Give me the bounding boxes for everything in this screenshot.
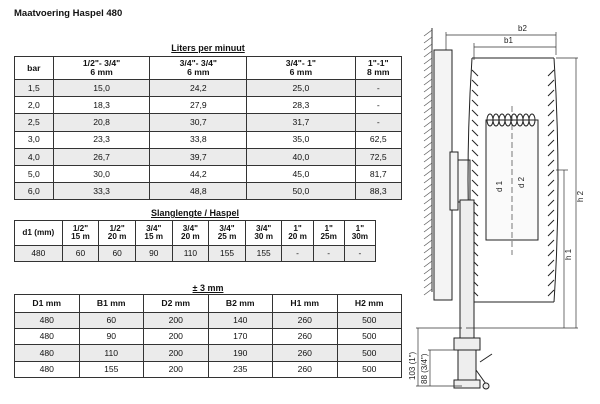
table-cell: 23,3 xyxy=(53,131,150,148)
table-row xyxy=(15,329,402,345)
hatch-line xyxy=(424,149,432,155)
hatch-line xyxy=(424,261,432,267)
table-cell: 155 xyxy=(79,361,144,377)
hatch-line xyxy=(424,184,432,190)
reel-rim-mark xyxy=(548,140,554,146)
table-cell: 90 xyxy=(79,329,144,345)
hose-header-cell xyxy=(172,221,209,246)
dims-header-row xyxy=(15,295,402,313)
hatch-line xyxy=(424,156,432,162)
hatch-line xyxy=(424,226,432,232)
reel-rim-mark xyxy=(548,130,554,136)
table-cell: 140 xyxy=(208,313,273,329)
liters-per-minute-table xyxy=(14,56,402,200)
hose-reel-technical-drawing xyxy=(406,10,600,404)
table-cell: 480 xyxy=(15,345,80,361)
table-cell: 81,7 xyxy=(355,165,401,182)
table-cell: 4,0 xyxy=(15,148,54,165)
table-cell: 30,0 xyxy=(53,165,150,182)
table-cell: 200 xyxy=(144,345,209,361)
reel-rim-mark xyxy=(548,110,554,116)
hatch-line xyxy=(424,58,432,64)
table-cell: 50,0 xyxy=(247,183,355,200)
hose-header-line1: 1" xyxy=(324,223,333,233)
hatch-line xyxy=(424,44,432,50)
liters-table-caption: Liters per minuut xyxy=(171,43,245,53)
liters-header-cell xyxy=(247,57,355,80)
table-row xyxy=(15,246,376,262)
hose-header-line2: 20 m xyxy=(107,232,127,241)
liters-header-line1: 3/4"- 3/4" xyxy=(179,58,217,69)
hatch-line xyxy=(424,121,432,127)
reel-rim-mark xyxy=(548,190,554,196)
reel-rim-mark xyxy=(548,90,554,96)
label-b1: b1 xyxy=(504,36,513,45)
reel-rim-mark xyxy=(548,180,554,186)
hose-header-line2: 15 m xyxy=(71,232,90,241)
hatch-line xyxy=(424,100,432,106)
hose-header-line2: 25 m xyxy=(217,232,237,241)
hatch-line xyxy=(424,240,432,246)
reel-rim-mark xyxy=(548,150,554,156)
hatch-line xyxy=(424,93,432,99)
hatch-line xyxy=(424,107,432,113)
table-cell: 480 xyxy=(15,361,80,377)
table-row xyxy=(15,313,402,329)
dims-header-cell: B2 mm xyxy=(208,295,273,313)
hatch-line xyxy=(424,247,432,253)
table-cell: 260 xyxy=(273,313,338,329)
table-cell: 480 xyxy=(15,329,80,345)
hose-header-line1: 3/4" xyxy=(219,223,235,233)
table-cell: 170 xyxy=(208,329,273,345)
hose-header-cell xyxy=(245,221,282,246)
hose-header-cell xyxy=(282,221,313,246)
wall-hatching xyxy=(424,28,432,295)
table-cell: 30,7 xyxy=(150,114,247,131)
table-cell: 155 xyxy=(209,246,246,262)
hatch-line xyxy=(424,289,432,295)
reel-rim-mark xyxy=(548,260,554,266)
table-cell: 235 xyxy=(208,361,273,377)
table-cell: 28,3 xyxy=(247,97,355,114)
hose-length-table xyxy=(14,220,376,262)
reel-rim-mark xyxy=(472,120,478,126)
table-row xyxy=(15,361,402,377)
reel-rim-mark xyxy=(548,240,554,246)
hose-header-line1: 1" xyxy=(355,223,365,233)
hose-header-cell xyxy=(313,221,344,246)
table-cell: 31,7 xyxy=(247,114,355,131)
reel-rim-mark xyxy=(548,200,554,206)
hose-header-cell xyxy=(135,221,172,246)
liters-header-line2: 6 mm xyxy=(187,67,210,77)
hose-header-line1: 3/4" xyxy=(256,223,272,233)
hatch-line xyxy=(424,212,432,218)
reel-rim-mark xyxy=(472,100,478,106)
reel-rim-mark xyxy=(548,280,554,286)
table-cell: 62,5 xyxy=(355,131,401,148)
table-cell: 110 xyxy=(79,345,144,361)
hose-header-line1: 1" xyxy=(293,223,302,233)
table-cell: - xyxy=(282,246,313,262)
hatch-line xyxy=(424,198,432,204)
table-cell: 60 xyxy=(62,246,99,262)
reel-rim-mark xyxy=(548,230,554,236)
dims-header-cell: H1 mm xyxy=(273,295,338,313)
reel-rim-mark xyxy=(548,220,554,226)
table-cell: 200 xyxy=(144,329,209,345)
hose-header-cell xyxy=(62,221,99,246)
reel-rim-mark xyxy=(472,80,478,86)
label-103: 103 (1") xyxy=(408,351,417,380)
table-cell: 27,9 xyxy=(150,97,247,114)
liters-header-cell xyxy=(355,57,401,80)
table-row xyxy=(15,114,402,131)
hose-header-line1: 3/4" xyxy=(146,223,162,233)
hatch-line xyxy=(424,191,432,197)
table-cell: 15,0 xyxy=(53,80,150,97)
dims-header-cell: D1 mm xyxy=(15,295,80,313)
table-cell: 2,0 xyxy=(15,97,54,114)
hatch-line xyxy=(424,51,432,57)
table-cell: 500 xyxy=(337,313,402,329)
hatch-line xyxy=(424,177,432,183)
hatch-line xyxy=(424,30,432,36)
dims-header-cell: B1 mm xyxy=(79,295,144,313)
hatch-line xyxy=(424,282,432,288)
hatch-line xyxy=(424,128,432,134)
liters-header-cell xyxy=(53,57,150,80)
reel-rim-mark xyxy=(548,270,554,276)
liters-header-line1: 1/2"- 3/4" xyxy=(82,58,121,69)
table-row xyxy=(15,80,402,97)
label-h1: h 1 xyxy=(564,248,573,260)
hatch-line xyxy=(424,65,432,71)
table-cell: 6,0 xyxy=(15,183,54,200)
dims-table-caption: ± 3 mm xyxy=(192,283,224,293)
reel-rim-mark xyxy=(548,120,554,126)
reel-rim-mark xyxy=(548,70,554,76)
reel-rim-mark xyxy=(472,110,478,116)
dims-header-cell: H2 mm xyxy=(337,295,402,313)
liters-header-row xyxy=(15,57,402,80)
table-row xyxy=(15,345,402,361)
table-cell: 200 xyxy=(144,361,209,377)
label-88: 88 (3/4") xyxy=(420,353,429,384)
reel-rim-mark xyxy=(472,190,478,196)
hose-header-line1: d1 (mm) xyxy=(22,227,55,237)
table-cell: 88,3 xyxy=(355,183,401,200)
table-cell: - xyxy=(355,114,401,131)
reel-rim-mark xyxy=(472,160,478,166)
document-title: Maatvoering Haspel 480 xyxy=(14,8,123,19)
label-d2: d 2 xyxy=(517,176,526,188)
hatch-line xyxy=(424,170,432,176)
table-cell: 480 xyxy=(15,246,63,262)
table-cell: - xyxy=(344,246,375,262)
table-cell: 260 xyxy=(273,361,338,377)
top-dimensions xyxy=(446,32,556,60)
table-cell: 40,0 xyxy=(247,148,355,165)
table-cell: 480 xyxy=(15,313,80,329)
hose-header-line2: 15 m xyxy=(144,232,164,241)
table-cell: - xyxy=(355,80,401,97)
table-cell: 25,0 xyxy=(247,80,355,97)
hatch-line xyxy=(424,86,432,92)
liters-header-cell xyxy=(15,57,54,80)
table-cell: 24,2 xyxy=(150,80,247,97)
reel-rim-mark xyxy=(472,70,478,76)
table-cell: 500 xyxy=(337,361,402,377)
hose-table-caption: Slanglengte / Haspel xyxy=(150,208,240,218)
table-cell: 190 xyxy=(208,345,273,361)
liters-header-line1: bar xyxy=(27,62,41,73)
hatch-line xyxy=(424,205,432,211)
dims-header-cell: D2 mm xyxy=(144,295,209,313)
table-cell: 39,7 xyxy=(150,148,247,165)
label-b2: b2 xyxy=(518,24,527,33)
table-cell: 18,3 xyxy=(53,97,150,114)
table-cell: - xyxy=(313,246,344,262)
liters-header-line1: 1"-1" xyxy=(367,58,389,69)
hose-header-row xyxy=(15,221,376,246)
reel-rim-mark xyxy=(548,100,554,106)
table-row xyxy=(15,148,402,165)
table-cell: 1,5 xyxy=(15,80,54,97)
hose-header-line2: 20 m xyxy=(288,232,307,241)
hose-header-line2: 30m xyxy=(351,232,369,241)
table-cell: 48,8 xyxy=(150,183,247,200)
hose-header-line1: 1/2" xyxy=(72,223,89,233)
table-cell: 33,3 xyxy=(53,183,150,200)
hose-header-cell xyxy=(344,221,375,246)
label-h2: h 2 xyxy=(576,190,585,202)
table-cell: 60 xyxy=(79,313,144,329)
table-row xyxy=(15,183,402,200)
table-cell: 500 xyxy=(337,345,402,361)
table-cell: 260 xyxy=(273,345,338,361)
hose-header-cell xyxy=(99,221,136,246)
reel-rim-mark xyxy=(548,160,554,166)
table-cell: 72,5 xyxy=(355,148,401,165)
hose-header-line2: 25m xyxy=(320,232,337,241)
dimensions-table xyxy=(14,294,402,378)
hatch-line xyxy=(424,254,432,260)
liters-header-cell xyxy=(150,57,247,80)
hatch-line xyxy=(424,268,432,274)
table-row xyxy=(15,165,402,182)
hose-header-line1: 1/2" xyxy=(109,223,125,233)
reel-rim-mark xyxy=(548,80,554,86)
table-row xyxy=(15,97,402,114)
hatch-line xyxy=(424,219,432,225)
table-cell: 2,5 xyxy=(15,114,54,131)
reel-rim-mark xyxy=(472,150,478,156)
reel-rim-mark xyxy=(548,290,554,296)
table-cell: 45,0 xyxy=(247,165,355,182)
hatch-line xyxy=(424,142,432,148)
hose-header-line1: 3/4" xyxy=(182,223,199,233)
table-row xyxy=(15,131,402,148)
reel-rim-mark xyxy=(548,250,554,256)
table-cell: 26,7 xyxy=(53,148,150,165)
label-d1: d 1 xyxy=(495,180,504,192)
hatch-line xyxy=(424,233,432,239)
table-cell: 20,8 xyxy=(53,114,150,131)
table-cell: 60 xyxy=(99,246,136,262)
liters-header-line1: 3/4"- 1" xyxy=(285,58,316,69)
table-cell: 33,8 xyxy=(150,131,247,148)
hatch-line xyxy=(424,37,432,43)
reel-rim-mark xyxy=(472,180,478,186)
table-cell: 500 xyxy=(337,329,402,345)
hatch-line xyxy=(424,135,432,141)
hatch-line xyxy=(424,163,432,169)
table-cell: 3,0 xyxy=(15,131,54,148)
table-cell: 155 xyxy=(245,246,282,262)
hatch-line xyxy=(424,114,432,120)
table-cell: - xyxy=(355,97,401,114)
hatch-line xyxy=(424,275,432,281)
table-cell: 5,0 xyxy=(15,165,54,182)
reel-rim-mark xyxy=(472,140,478,146)
reel-rim-mark xyxy=(548,210,554,216)
hatch-line xyxy=(424,79,432,85)
reel-rim-mark xyxy=(472,90,478,96)
reel-rim-mark xyxy=(472,130,478,136)
hatch-line xyxy=(424,72,432,78)
liters-header-line2: 6 mm xyxy=(90,67,113,77)
liters-header-line2: 8 mm xyxy=(367,67,390,77)
table-cell: 90 xyxy=(135,246,172,262)
liters-header-line2: 6 mm xyxy=(289,67,313,77)
hose-header-cell xyxy=(15,221,63,246)
table-cell: 260 xyxy=(273,329,338,345)
table-cell: 35,0 xyxy=(247,131,355,148)
hose-header-line2: 30 m xyxy=(254,232,273,241)
hose-header-line2: 20 m xyxy=(181,232,200,241)
table-cell: 44,2 xyxy=(150,165,247,182)
reel-drum xyxy=(468,58,558,302)
reel-rim-mark xyxy=(548,170,554,176)
hose-header-cell xyxy=(209,221,246,246)
reel-rim-mark xyxy=(472,170,478,176)
table-cell: 110 xyxy=(172,246,209,262)
table-cell: 200 xyxy=(144,313,209,329)
